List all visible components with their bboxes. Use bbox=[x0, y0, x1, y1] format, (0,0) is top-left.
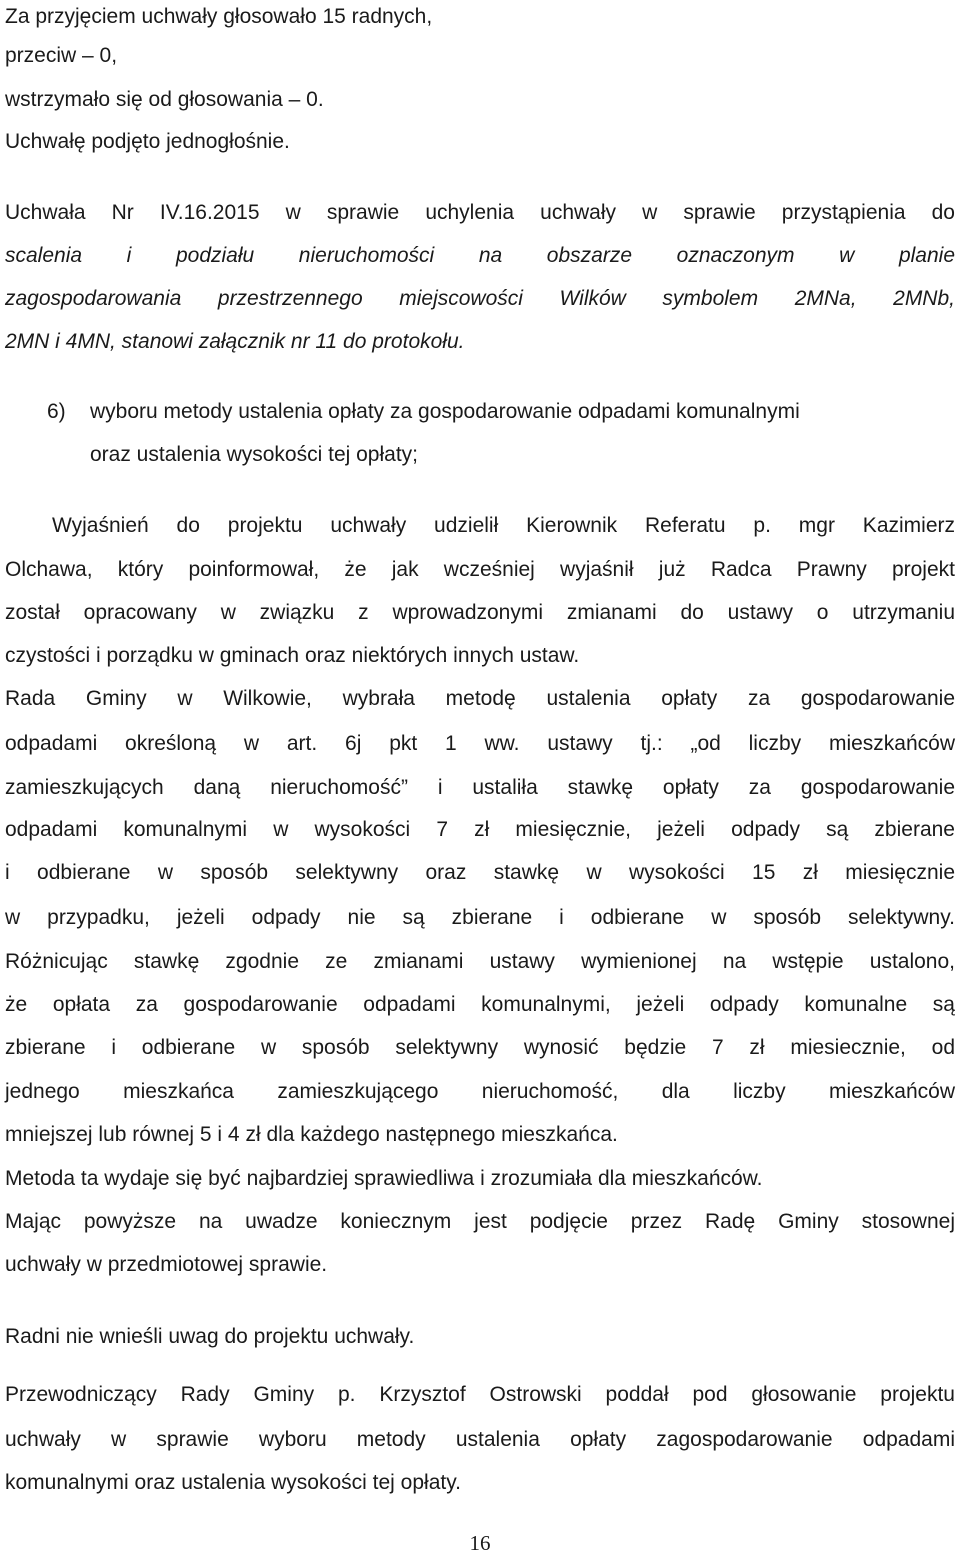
explanation-line-16: Metoda ta wydaje się być najbardziej sprawiedliwa i zrozumiała dla mieszkańców. bbox=[5, 1167, 763, 1190]
explanation-line-5: Rada Gminy w Wilkowie, wybrała metodę ustalenia opłaty za gospodarowanie bbox=[5, 687, 955, 710]
explanation-line-7: zamieszkujących daną nieruchomość” i ustaliła stawkę opłaty za gospodarowanie bbox=[5, 776, 955, 799]
vote-result-line: Uchwałę podjęto jednogłośnie. bbox=[5, 130, 290, 153]
vote-against-line: przeciw – 0, bbox=[5, 44, 118, 67]
page-number: 16 bbox=[469, 1531, 491, 1555]
agenda-item-line-1: wyboru metody ustalenia opłaty za gospodarowanie odpadami komunalnymi bbox=[90, 400, 800, 423]
agenda-item-number: 6) bbox=[47, 400, 66, 423]
chair-line-1: Przewodniczący Rady Gminy p. Krzysztof Ostrowski poddał pod głosowanie projektu bbox=[5, 1383, 955, 1406]
agenda-item-line-2: oraz ustalenia wysokości tej opłaty; bbox=[90, 443, 418, 466]
chair-line-3: komunalnymi oraz ustalenia wysokości tej opłaty. bbox=[5, 1471, 461, 1494]
explanation-line-13: zbierane i odbierane w sposób selektywny wynosić będzie 7 zł miesiecznie, od bbox=[5, 1036, 955, 1059]
vote-abstain-line: wstrzymało się od głosowania – 0. bbox=[5, 88, 324, 111]
resolution-line-3: zagospodarowania przestrzennego miejscowości Wilków symbolem 2MNa, 2MNb, bbox=[5, 287, 955, 310]
explanation-line-6: odpadami określoną w art. 6j pkt 1 ww. ustawy tj.: „od liczby mieszkańców bbox=[5, 732, 955, 755]
explanation-line-17: Mając powyższe na uwadze koniecznym jest podjęcie przez Radę Gminy stosownej bbox=[5, 1210, 955, 1233]
explanation-line-4: czystości i porządku w gminach oraz niektórych innych ustaw. bbox=[5, 644, 580, 667]
explanation-line-2: Olchawa, który poinformował, że jak wcześniej wyjaśnił już Radca Prawny projekt bbox=[5, 558, 955, 581]
remarks-line: Radni nie wnieśli uwag do projektu uchwały. bbox=[5, 1325, 415, 1348]
explanation-line-14: jednego mieszkańca zamieszkującego nieruchomość, dla liczby mieszkańców bbox=[5, 1080, 955, 1103]
explanation-line-11: Różnicując stawkę zgodnie ze zmianami ustawy wymienionej na wstępie ustalono, bbox=[5, 950, 955, 973]
resolution-line-4: 2MN i 4MN, stanowi załącznik nr 11 do protokołu. bbox=[5, 330, 465, 353]
explanation-line-15: mniejszej lub równej 5 i 4 zł dla każdego następnego mieszkańca. bbox=[5, 1123, 618, 1146]
explanation-line-9: i odbierane w sposób selektywny oraz stawkę w wysokości 15 zł miesięcznie bbox=[5, 861, 955, 884]
vote-for-line: Za przyjęciem uchwały głosowało 15 radnych, bbox=[5, 5, 433, 28]
resolution-line-1: Uchwała Nr IV.16.2015 w sprawie uchylenia uchwały w sprawie przystąpienia do bbox=[5, 201, 955, 224]
explanation-line-3: został opracowany w związku z wprowadzonymi zmianami do ustawy o utrzymaniu bbox=[5, 601, 955, 624]
explanation-line-12: że opłata za gospodarowanie odpadami komunalnymi, jeżeli odpady komunalne są bbox=[5, 993, 955, 1016]
explanation-line-1: Wyjaśnień do projektu uchwały udzielił Kierownik Referatu p. mgr Kazimierz bbox=[52, 514, 955, 537]
explanation-line-8: odpadami komunalnymi w wysokości 7 zł miesięcznie, jeżeli odpady są zbierane bbox=[5, 818, 955, 841]
resolution-line-2: scalenia i podziału nieruchomości na obszarze oznaczonym w planie bbox=[5, 244, 955, 267]
explanation-line-10: w przypadku, jeżeli odpady nie są zbierane i odbierane w sposób selektywny. bbox=[5, 906, 955, 929]
chair-line-2: uchwały w sprawie wyboru metody ustalenia opłaty zagospodarowanie odpadami bbox=[5, 1428, 955, 1451]
explanation-line-18: uchwały w przedmiotowej sprawie. bbox=[5, 1253, 328, 1276]
